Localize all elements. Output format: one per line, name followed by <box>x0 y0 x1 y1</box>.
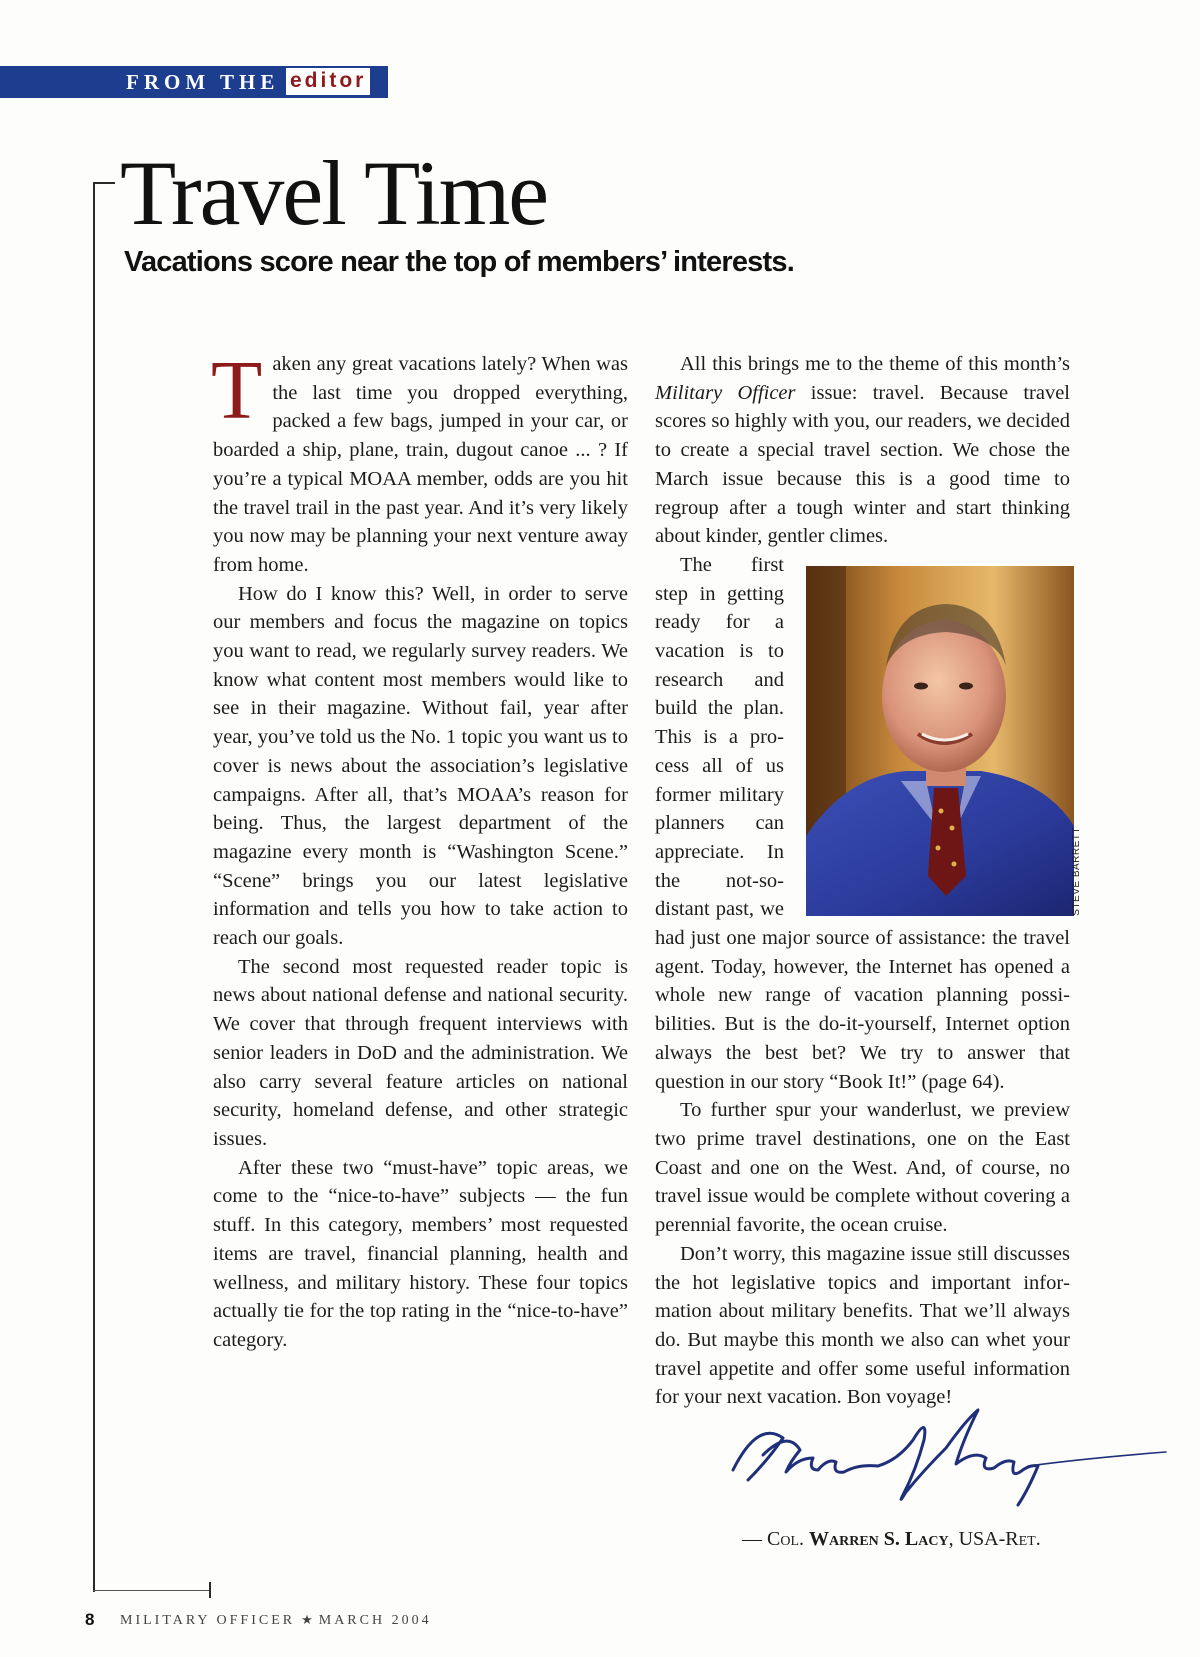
frame-rule-left <box>93 182 95 1592</box>
paragraph: How do I know this? Well, in order to serve our members and focus the magazine on topics you want to read, we regularly survey readers. We know what content most members would like to see in their magazine. Without fail, year after year, you’ve told us the No. 1 topic you want us to cover is news about the association’s legislative campaigns. After all, that’s MOAA’s reason for being. Thus, the largest department of the magazine every month is “Washington Scene.” “Scene” brings you our latest legislative information and tells you how to take action to reach our goals. <box>213 582 628 950</box>
paragraph <box>211 344 628 580</box>
article-title: Travel Time <box>120 142 548 244</box>
star-icon: ★ <box>301 1612 313 1627</box>
right-column <box>655 350 1083 1412</box>
frame-rule-top <box>93 182 115 184</box>
frame-rule-tick <box>209 1582 211 1598</box>
paragraph <box>655 350 1070 551</box>
paragraph-text: aken any great vacations lately? When was the last time you dropped everything, packed a few bags, jumped in your car, or boarded a ship, plane, train, dugout canoe ... ? If you’re a typical MOAA member, odds are you hit the travel trail in the past year. And it’s very likely you now may be planning your next venture away from home. <box>213 353 628 576</box>
publication-name: MILITARY OFFICER <box>120 1613 296 1628</box>
author-attribution <box>742 1528 1041 1551</box>
paragraph: The second most requested reader topic is news about national defense and national security. We cover that through frequent interviews with senior leaders in DoD and the administration. We also carry several feature articles on national security, homeland defense, and other strategic issues. <box>213 955 628 1150</box>
frame-rule-bottom <box>93 1590 211 1591</box>
portrait-illustration <box>806 566 1074 916</box>
page-number: 8 <box>85 1610 95 1629</box>
paragraph: To further spur your wanderlust, we preview two prime travel destinations, one on the East Coast and one on the West. And, of course, no travel issue would be complete without covering a perennial favorite, the ocean cruise. <box>655 1099 1070 1237</box>
paragraph: The first step in getting ready for a vacation is to research and build the plan. This is a process all of us former military planners can appreciate. In the not-so-distant past, we had just one major source of assistance: the travel agent. Today, however, the Internet has opened a whole new range of vacation planning possibilities. But is the do-it-yourself, Internet option always the best bet? We try to answer that question in our story “Book It!” (page 64). <box>655 553 1070 1093</box>
editor-portrait-photo <box>806 566 1083 916</box>
issue-date: MARCH 2004 <box>318 1613 432 1628</box>
magazine-name: Military Officer <box>655 381 796 404</box>
author-name: Warren S. Lacy <box>809 1528 949 1550</box>
paragraph-text: All this brings me to the theme of this month’s <box>680 353 1070 375</box>
paragraph: After these two “must-have” topic areas, we come to the “nice-to-have” subjects — the fun stuff. In this category, members’ most requested items are travel, financial planning, health and wellness, and military history. These four topics actually tie for the top rating in the “nice-to-have” category. <box>213 1156 628 1351</box>
article-deck: Vacations score near the top of members’ interests. <box>124 246 794 278</box>
masthead-section-label: editor <box>286 68 370 95</box>
attribution-dash: — <box>742 1528 767 1550</box>
photo-credit: STEVE BARRETT <box>1071 827 1083 916</box>
author-suffix: , USA-Ret. <box>948 1528 1041 1550</box>
paragraph: Don’t worry, this magazine issue still discusses the hot legislative topics and important information about military benefits. That we’ll always do. But maybe this month we also can whet your travel appetite and offer some useful information for your next vacation. Bon voyage! <box>655 1242 1070 1409</box>
masthead-from-the: FROM THE <box>126 70 280 94</box>
editor-signature <box>728 1400 1168 1520</box>
left-column <box>211 344 628 1355</box>
author-rank: Col. <box>767 1528 805 1550</box>
paragraph-text: issue: travel. Because travel scores so highly with you, our readers, we decided to create a special travel section. We chose the March issue because this is a good time to regroup after a tough winter and start thinking about kinder, gentler climes. <box>655 381 1070 548</box>
running-footer <box>120 1612 432 1629</box>
drop-cap: T <box>211 344 263 437</box>
